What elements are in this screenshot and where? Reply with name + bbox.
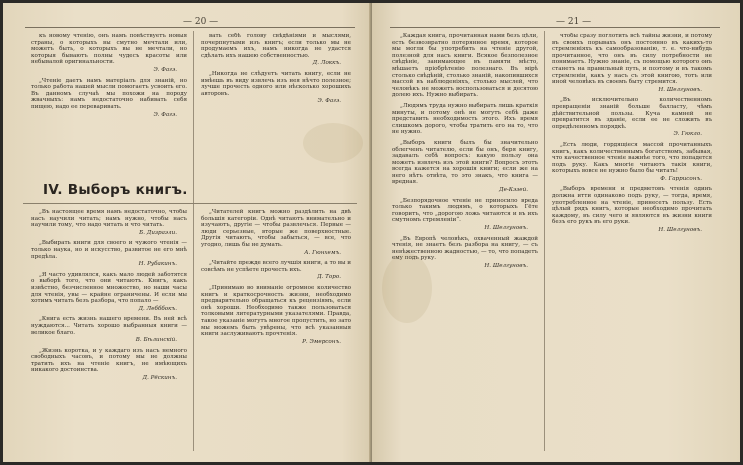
quote-text: „Чтеніе даетъ намъ матеріалъ для знаній, но только работа нашей мысли помогаетъ усвоить его. Въ данномъ случаѣ мы похожи на породу жвачныхъ: намъ недостаточно набивать себя пищею, надо ее переваривать.: [31, 77, 187, 110]
column-separator-right: [544, 31, 545, 451]
quote-author: Д. Рёскинъ.: [142, 375, 177, 382]
quote-author: Н. Рубакинъ.: [138, 261, 177, 268]
quote-text: „Въ исключительно количественномъ превращеніи знаній больше балласту, чѣмъ дѣйствительной пользы. Куча камней не превратится въ зданіе, если ее не сложить въ опредѣленномъ порядкѣ.: [552, 97, 712, 130]
left-page: [3, 3, 371, 462]
quote-text: „Читайте прежде всего лучшія книги, а то вы и совсѣмъ не успѣете прочесть ихъ.: [201, 260, 351, 273]
quote-author: Э. Фагэ.: [153, 111, 177, 118]
chapter-heading: IV. Выборъ книгъ.: [43, 182, 188, 198]
quote-author: Н. Шелгуновъ.: [484, 225, 528, 232]
quote-text: чтобы сразу поглотить всѣ тайны жизни, и потому въ своихъ порывахъ онъ постоянно въ какихъ-то стремленіяхъ къ самообразованію, т. е. что-нибудь прочитанное, что онъ въ силу потребности не понимаетъ. Нужно знаніе, съ помощью которого онъ станетъ на правильный путь, и поэтому и въ такомъ стремленіи, какъ у насъ съ этой книгою, тотъ или иной человѣкъ въ своемъ быту стремится.: [552, 33, 712, 86]
quote-block: [552, 186, 712, 233]
right-column-1: [392, 33, 538, 453]
quote-block: [392, 33, 538, 99]
chapter-rule: [23, 203, 357, 204]
quote-author: Н. Шелгуновъ.: [658, 227, 702, 234]
quote-text: „Выбирать книги для своего и чужого чтенія — только наука, но и искусство, развитое не его мнѣ предѣла.: [31, 240, 187, 260]
quote-text: къ новому чтенію, онъ намъ повѣствуетъ новыя страны, о которыхъ вы смутно мечтали или, можетъ быть, о которыхъ вы не мечтали, но которыя бываютъ полны чудесъ красоты или небывалой оригинальности.: [31, 33, 187, 66]
quote-block: [201, 71, 351, 105]
quote-text: „Людямъ труда нужно выбирать лишь краткія минуты, и потому онѣ не могутъ себѣ даже представить необходимость этого. Ихъ время слишкомъ дорого, чтобы тратить его на то, что не нужно.: [392, 102, 538, 136]
quote-block: [552, 142, 712, 183]
quote-block: [31, 33, 187, 74]
quote-block: [201, 285, 351, 345]
page-number-right: — 21 —: [556, 17, 592, 27]
quote-text: „Есть люди, гордящіеся массой прочитанныхъ книгъ, какъ количественнымъ богатствомъ, забывая, что качественное чтеніе важнѣе того, что попадется подъ руку. Какъ многіе читаютъ такія книги, которыхъ вовсе не нужно было бы читать!: [552, 141, 712, 175]
quote-block: [201, 209, 351, 256]
quote-text: „Выборъ времени и предметовъ чтенія одинъ должна итти одинаково подъ руку, — тогда, время, употребленное на чтеніе, принесетъ пользу. Есть цѣлый рядъ книгъ, которые необходимо прочитать каждому, въ силу чего и являются въ жизни книги безъ его рукъ въ его руки.: [552, 186, 712, 226]
quote-author: Д. Локкъ.: [312, 60, 341, 67]
quote-author: В. Бѣлинскій.: [135, 337, 177, 344]
header-rule-left: [25, 27, 355, 28]
column-separator-left: [193, 31, 194, 451]
quote-text: „Принимаю во вниманіе огромное количество книгъ и краткосрочность жизни, необходимо предварительно обращаться къ рецензіямъ, если онѣ хороши. Необходимо также пользоваться толковыми литературными указателями. Правда, такое указаніе могутъ многое пропустить, но зато мы можемъ быть увѣрены, что всѣ указанныя книги заслуживаютъ прочтенія.: [201, 284, 351, 338]
quote-author: Д. Лебббокъ.: [138, 305, 177, 312]
quote-author: Н. Шелгуновъ.: [484, 263, 528, 269]
quote-text: „Въ Европѣ человѣкъ, охваченный жаждой чтенія, не знаетъ безъ разбора на книгу, — съ невѣжественною жадностью, — то, что попадетъ ему подъ руку.: [392, 235, 538, 262]
quote-author: Ф. Гаррисонъ.: [660, 175, 702, 182]
quote-block: [392, 198, 538, 232]
quote-text: „Я часто удивлялся, какъ мало людей заботятся о выборѣ того, что они читаютъ. Книгъ, какъ извѣстно, безчисленное множество, но наши часы для чтенія, увы — крайне ограничены. И если мы хотимъ читать безъ разбора, что попало —: [31, 271, 187, 305]
quote-author: Э. Фагэ.: [153, 66, 177, 73]
quote-block: [201, 260, 351, 281]
right-page: [372, 3, 740, 462]
quote-block: [31, 209, 187, 236]
quote-text: „Читателей книгъ можно раздѣлить на двѣ большія категоріи. Однѣ читаютъ внимательно и изучаютъ, другіе — чтобы развлечься. Первые — люди серьезные, вторые же поверхностные. Другія читаютъ, чтобы забыться, — все, что угодно, лишь бы не думать.: [201, 209, 351, 248]
quote-block: [31, 78, 187, 119]
quote-text: „Книга есть жизнь нашего времени. Въ ней всѣ нуждаются... Читать хорошо выбранныя книги — великое благо.: [31, 316, 187, 336]
quote-author: А. Гюнхемъ.: [304, 249, 341, 256]
quote-block: [31, 348, 187, 382]
quote-text: „Безпорядочное чтеніе не приносило вреда только такимъ людямъ, о которыхъ Гёте говоритъ, что „дорогою ложь читаются и въ ихъ смутномъ стремленіи“.: [392, 197, 538, 224]
quote-block: [31, 316, 187, 343]
quote-block: [552, 33, 712, 93]
quote-author: Н. Шелгуновъ.: [658, 86, 702, 93]
quote-block: [31, 272, 187, 313]
quote-author: Э. Фагэ.: [317, 98, 341, 105]
quote-block: [552, 97, 712, 138]
quote-text: „Никогда не слѣдуетъ читать книгу, если не имѣешь въ виду извлечь изъ нея нѣчто полезное; лучше прочесть одного или нѣсколько хорошихъ авторовъ.: [201, 70, 351, 97]
page-number-left: — 20 —: [183, 17, 219, 27]
quote-text: „Каждая книга, прочитанная нами безъ цѣли, есть безвозвратно потерянное время, которое мы могли бы употребить на чтеніе другой, полезной для насъ книги. Всякое безполезное свѣдѣніе, занимающее въ памяти мѣсто, мѣшаетъ пріобрѣтенію полезнаго. Въ мірѣ столько свѣдѣній, столько знаній, накопившихся массой въ наблюденіяхъ, столько мыслей, что человѣкъ не можетъ воспользоваться и десятою долею ихъ. Нужно выбирать.: [392, 33, 538, 99]
paper-stain: [303, 123, 363, 163]
quote-block: [201, 33, 351, 67]
book-spread: [3, 3, 740, 462]
header-rule-right: [390, 27, 720, 28]
right-column-2: [552, 33, 712, 453]
quote-author: Э. Гюкло.: [673, 131, 702, 138]
left-column-1-bottom: [31, 209, 187, 454]
quote-author: Б. Дизраэли.: [139, 229, 177, 236]
quote-text: „Въ настоящее время намъ недостаточно, чтобы насъ научили читать; намъ нужно, чтобы насъ научили тому, что надо читать и что читать.: [31, 209, 187, 229]
quote-author: Р. Эмерсонъ.: [302, 338, 341, 345]
quote-text: „Жизнь коротка, и у каждаго изъ насъ немного свободныхъ часовъ, и потому мы не должны тратить ихъ на чтеніе книгъ, не имѣющихъ никакого достоинства.: [31, 347, 187, 374]
left-column-1-top: [31, 33, 187, 178]
paper-stain: [382, 253, 432, 323]
left-column-2-bottom: [201, 209, 351, 454]
quote-author: Де-Кэзей.: [499, 187, 528, 194]
quote-text: „Выборъ книги былъ бы значительно облегченъ читателю, если бы онъ, беря книгу, задавалъ себѣ вопросъ: какую пользу она можетъ извлечь изъ этой книги? Вопросъ этотъ всегда кажется на хорошія книги; если же на него нѣтъ отвѣта, то это знакъ, что книга — вредная.: [392, 139, 538, 186]
quote-block: [31, 240, 187, 267]
quote-text: вать себѣ голову свѣдѣніями и мыслями, почерпнутыми изъ книгъ; если только мы не продумаемъ ихъ, намъ никогда не удастся сдѣлать ихъ нашею собственностью.: [201, 33, 351, 59]
quote-author: Д. Торо.: [317, 274, 341, 281]
quote-block: [392, 140, 538, 194]
quote-block: [392, 103, 538, 136]
